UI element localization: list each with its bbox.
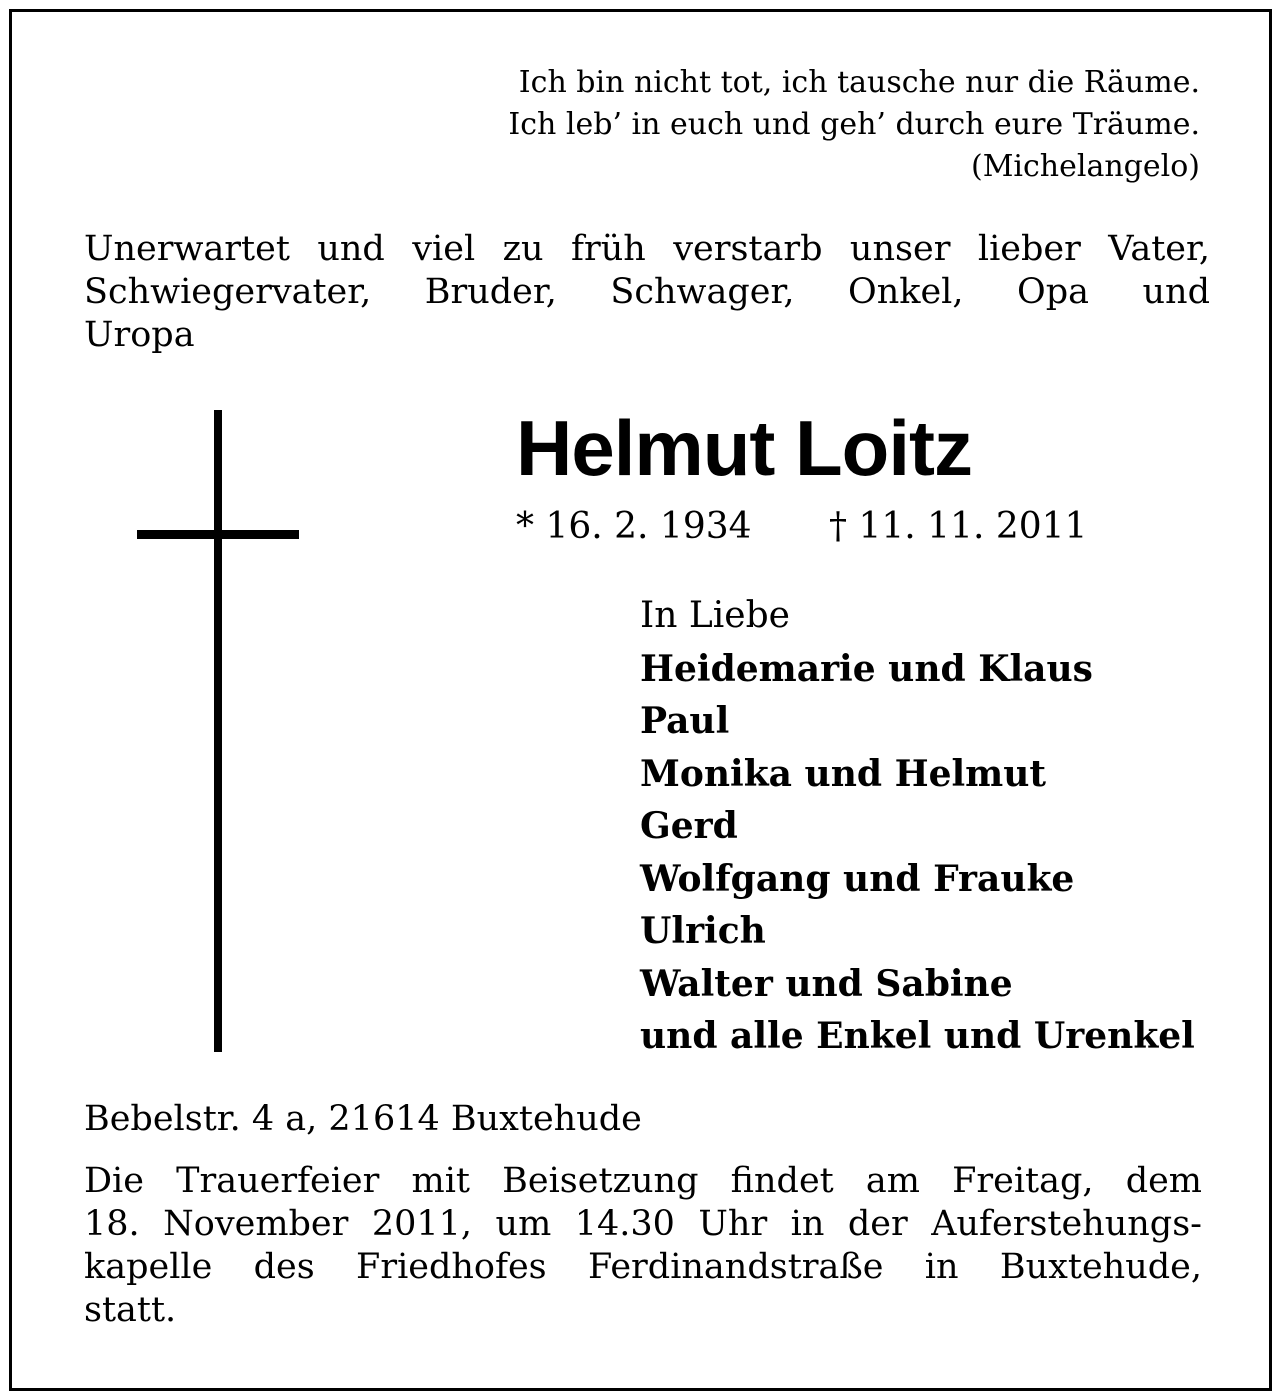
family-member: Paul <box>640 700 730 742</box>
quote-block <box>508 62 1200 188</box>
quote-author: (Michelangelo) <box>970 149 1200 184</box>
birth-date: * 16. 2. 1934 <box>516 506 752 547</box>
family-member: und alle Enkel und Urenkel <box>640 1015 1195 1057</box>
cross-icon-bar <box>137 530 299 539</box>
family-member: Ulrich <box>640 910 766 952</box>
service-line: Die Trauerfeier mit Beisetzung findet am Freitag, dem <box>84 1161 1202 1201</box>
family-member: Wolfgang und Frauke <box>640 857 1075 900</box>
family-member: Heidemarie und Klaus <box>640 647 1093 690</box>
service-info <box>84 1160 1202 1332</box>
cross-icon <box>214 410 222 1052</box>
service-line: kapelle des Friedhofes Ferdinandstraße in Buxtehude, <box>84 1247 1202 1287</box>
family-member: Walter und Sabine <box>640 962 1013 1005</box>
deceased-name: Helmut Loitz <box>516 404 972 492</box>
intro-text <box>84 228 1210 357</box>
service-line: 18. November 2011, um 14.30 Uhr in der Auferstehungs- <box>84 1204 1202 1244</box>
life-dates <box>516 505 1088 549</box>
quote-line: Ich leb’ in euch und geh’ durch eure Träume. <box>508 107 1200 142</box>
address: Bebelstr. 4 a, 21614 Buxtehude <box>84 1099 642 1139</box>
intro-line: Unerwartet und viel zu früh verstarb unser lieber Vater, <box>84 229 1210 269</box>
intro-line: Uropa <box>84 315 195 355</box>
service-line: statt. <box>84 1290 177 1330</box>
death-date: † 11. 11. 2011 <box>829 506 1088 547</box>
intro-line: Schwiegervater, Bruder, Schwager, Onkel, Opa und <box>84 272 1210 312</box>
family-member: Gerd <box>640 805 738 847</box>
family-list <box>640 590 1195 1063</box>
family-lead: In Liebe <box>640 595 790 636</box>
family-member: Monika und Helmut <box>640 752 1047 795</box>
quote-line: Ich bin nicht tot, ich tausche nur die Räume. <box>518 65 1200 100</box>
